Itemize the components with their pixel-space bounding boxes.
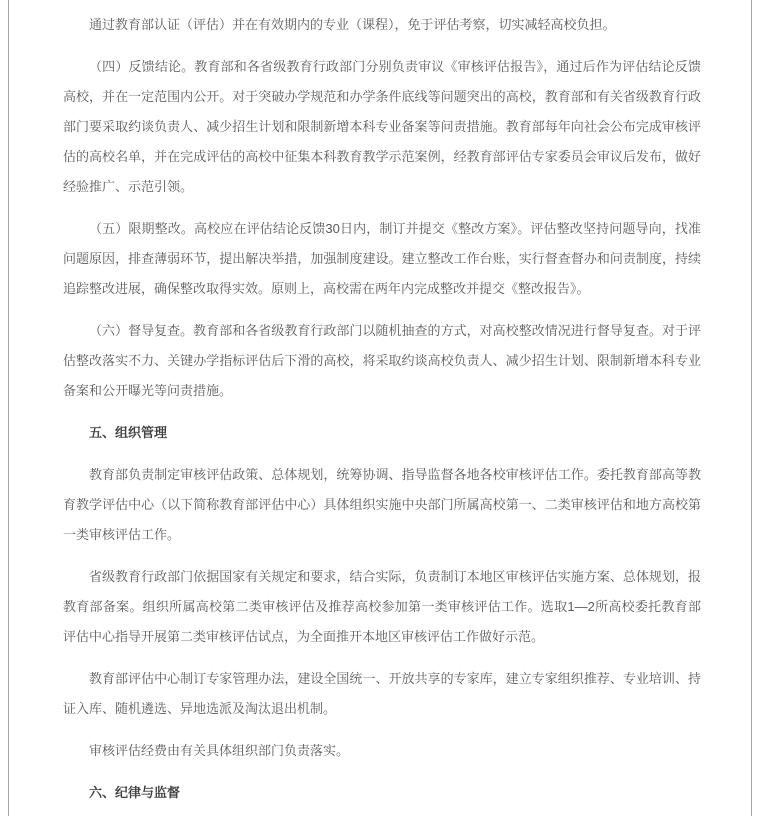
article-page <box>8 0 752 816</box>
paragraph-deadline-rectification: （五）限期整改。高校应在评估结论反馈30日内，制订并提交《整改方案》。评估整改坚持问题导向，找准问题原因，排查薄弱环节，提出解决举措，加强制度建设。建立整改工作台账，实行督查督办和问责制度，持续追踪整改进展，确保整改取得实效。原则上，高校需在两年内完成整改并提交《整改报告》。 <box>63 221 701 296</box>
paragraph-certification-exemption: 通过教育部认证（评估）并在有效期内的专业（课程），免于评估考察，切实减轻高校负担。 <box>89 17 616 32</box>
paragraph-evaluation-funding: 审核评估经费由有关具体组织部门负责落实。 <box>89 743 350 758</box>
heading-organization-management: 五、组织管理 <box>89 425 168 440</box>
paragraph-expert-pool-management: 教育部评估中心制订专家管理办法，建设全国统一、开放共享的专家库，建立专家组织推荐、专业培训、持证入库、随机遴选、异地选派及淘汰退出机制。 <box>63 671 701 716</box>
heading-discipline-supervision: 六、纪律与监督 <box>89 785 181 800</box>
document-body <box>63 10 701 808</box>
paragraph-feedback-conclusion: （四）反馈结论。教育部和各省级教育行政部门分别负责审议《审核评估报告》，通过后作为评估结论反馈高校，并在一定范围内公开。对于突破办学规范和办学条件底线等问题突出的高校，教育部和有关省级教育行政部门要采取约谈负责人、减少招生计划和限制新增本科专业备案等问责措施。教育部每年向社会公布完成审核评估的高校名单，并在完成评估的高校中征集本科教育教学示范案例，经教育部评估专家委员会审议后发布，做好经验推广、示范引领。 <box>63 59 701 194</box>
paragraph-provincial-responsibilities: 省级教育行政部门依据国家有关规定和要求，结合实际，负责制订本地区审核评估实施方案、总体规划，报教育部备案。组织所属高校第二类审核评估及推荐高校参加第一类审核评估工作。选取1—2所高校委托教育部评估中心指导开展第二类审核评估试点，为全面推开本地区审核评估工作做好示范。 <box>63 569 701 644</box>
paragraph-supervision-recheck: （六）督导复查。教育部和各省级教育行政部门以随机抽查的方式，对高校整改情况进行督导复查。对于评估整改落实不力、关键办学指标评估后下滑的高校，将采取约谈高校负责人、减少招生计划、限制新增本科专业备案和公开曝光等问责措施。 <box>63 323 701 398</box>
paragraph-moe-responsibilities: 教育部负责制定审核评估政策、总体规划，统筹协调、指导监督各地各校审核评估工作。委托教育部高等教育教学评估中心（以下简称教育部评估中心）具体组织实施中央部门所属高校第一、二类审核评估和地方高校第一类审核评估工作。 <box>63 467 701 542</box>
